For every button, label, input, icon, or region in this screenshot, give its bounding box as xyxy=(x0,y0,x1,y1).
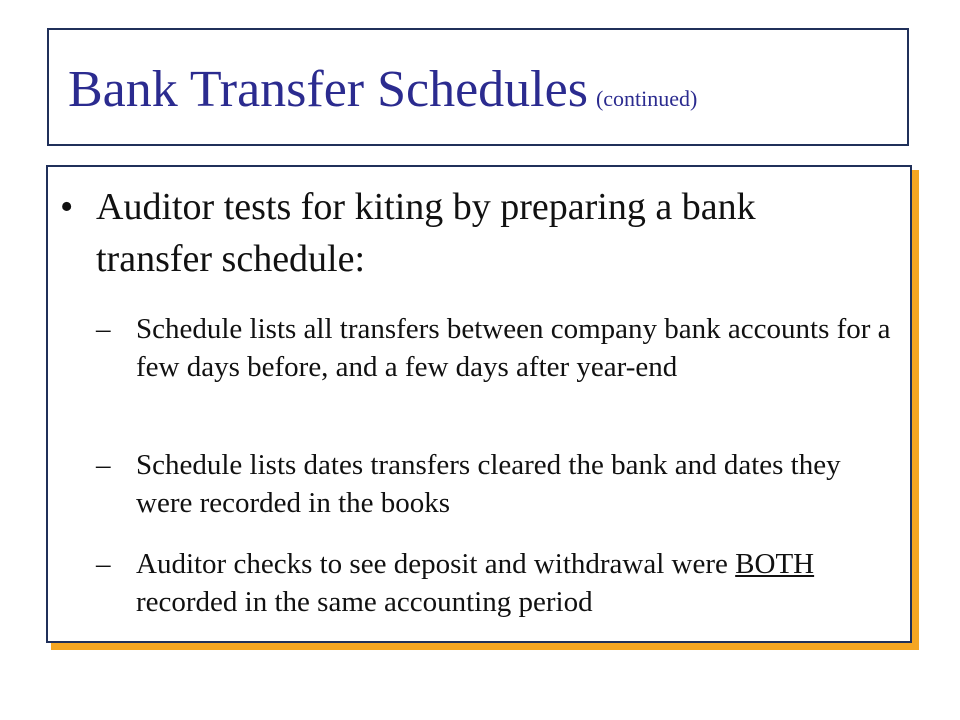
sub-bullet-text-2: Schedule lists dates transfers cleared the bank and dates they were recorded in the books xyxy=(136,449,841,519)
sub-bullet-3 xyxy=(96,545,896,621)
dash-icon: – xyxy=(96,548,111,580)
slide-title-subtitle: (continued) xyxy=(595,86,698,111)
slide-title-main: Bank Transfer Schedules xyxy=(68,61,588,118)
sub-bullet-text-3-before: Auditor checks to see deposit and withdrawal were xyxy=(136,548,736,580)
emphasis-both: BOTH xyxy=(735,548,815,580)
sub-bullet-text-1: Schedule lists all transfers between company bank accounts for a few days before, and a few days after year-end xyxy=(136,313,891,383)
bullet-dot-icon: • xyxy=(60,186,74,228)
sub-bullet-2 xyxy=(96,446,896,522)
dash-icon: – xyxy=(96,313,111,345)
sub-bullet-text-3 xyxy=(136,545,896,621)
sub-bullet-text-3-after: recorded in the same accounting period xyxy=(136,586,593,618)
main-bullet-text: Auditor tests for kiting by preparing a bank transfer schedule: xyxy=(96,186,756,280)
dash-icon: – xyxy=(96,449,111,481)
sub-bullet-1 xyxy=(96,310,896,386)
slide-title xyxy=(68,61,698,118)
main-bullet xyxy=(60,181,850,285)
